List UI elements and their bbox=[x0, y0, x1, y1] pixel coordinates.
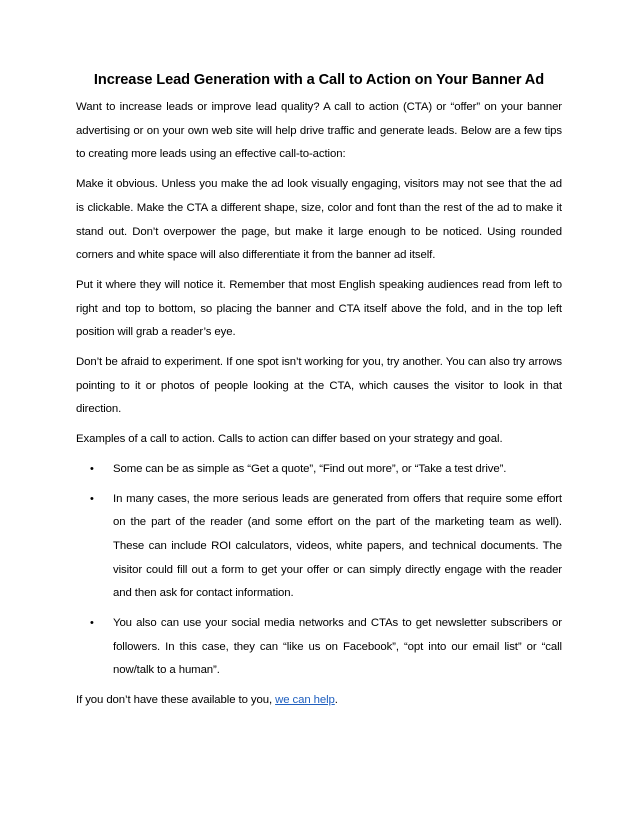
examples-list bbox=[76, 458, 562, 683]
list-item-text: Some can be as simple as “Get a quote”, “Find out more”, or “Take a test drive”. bbox=[113, 462, 507, 475]
closing-suffix: . bbox=[334, 694, 338, 707]
document-title: Increase Lead Generation with a Call to Action on Your Banner Ad bbox=[93, 72, 545, 88]
bullet-icon: • bbox=[90, 462, 94, 475]
document-page bbox=[76, 70, 562, 719]
list-item bbox=[76, 488, 562, 607]
experiment-paragraph: Don’t be afraid to experiment. If one spot isn’t working for you, try another. You can also try arrows pointing to it or photos of people looking at the CTA, which causes the visitor to look in that direction. bbox=[76, 356, 562, 416]
intro-paragraph: Want to increase leads or improve lead quality? A call to action (CTA) or “offer” on your banner advertising or on your own web site will help drive traffic and generate leads. Below are a few tips to creating more leads using an effective call-to-action: bbox=[76, 101, 562, 161]
make-it-obvious-paragraph: Make it obvious. Unless you make the ad look visually engaging, visitors may not see that the ad is clickable. Make the CTA a different shape, size, color and font than the rest of the ad to make it stand out. Don’t overpower the page, but make it large enough to be noticed. Using rounded corners and white space will also differentiate it from the banner ad itself. bbox=[76, 178, 562, 262]
list-item-text: In many cases, the more serious leads are generated from offers that require some effort on the part of the reader (and some effort on the part of the marketing team as well). These can include ROI calculators, videos, white papers, and technical documents. The visitor could fill out a form to get your offer or can simply directly engage with the reader and then ask for contact information. bbox=[113, 492, 562, 600]
bullet-icon: • bbox=[90, 617, 94, 630]
list-item-text: You also can use your social media networks and CTAs to get newsletter subscribers or followers. In this case, they can “like us on Facebook”, “opt into our email list” or “call now/talk to a human”. bbox=[113, 617, 562, 677]
closing-paragraph bbox=[76, 689, 562, 713]
examples-paragraph: Examples of a call to action. Calls to action can differ based on your strategy and goal. bbox=[76, 433, 503, 446]
list-item bbox=[76, 458, 562, 482]
list-item bbox=[76, 612, 562, 683]
put-it-where-paragraph: Put it where they will notice it. Remember that most English speaking audiences read from left to right and top to bottom, so placing the banner and CTA itself above the fold, and in the top left position will grab a reader’s eye. bbox=[76, 278, 562, 339]
closing-prefix: If you don’t have these available to you, bbox=[76, 694, 276, 707]
we-can-help-link[interactable]: we can help bbox=[275, 694, 335, 707]
bullet-icon: • bbox=[90, 492, 94, 505]
